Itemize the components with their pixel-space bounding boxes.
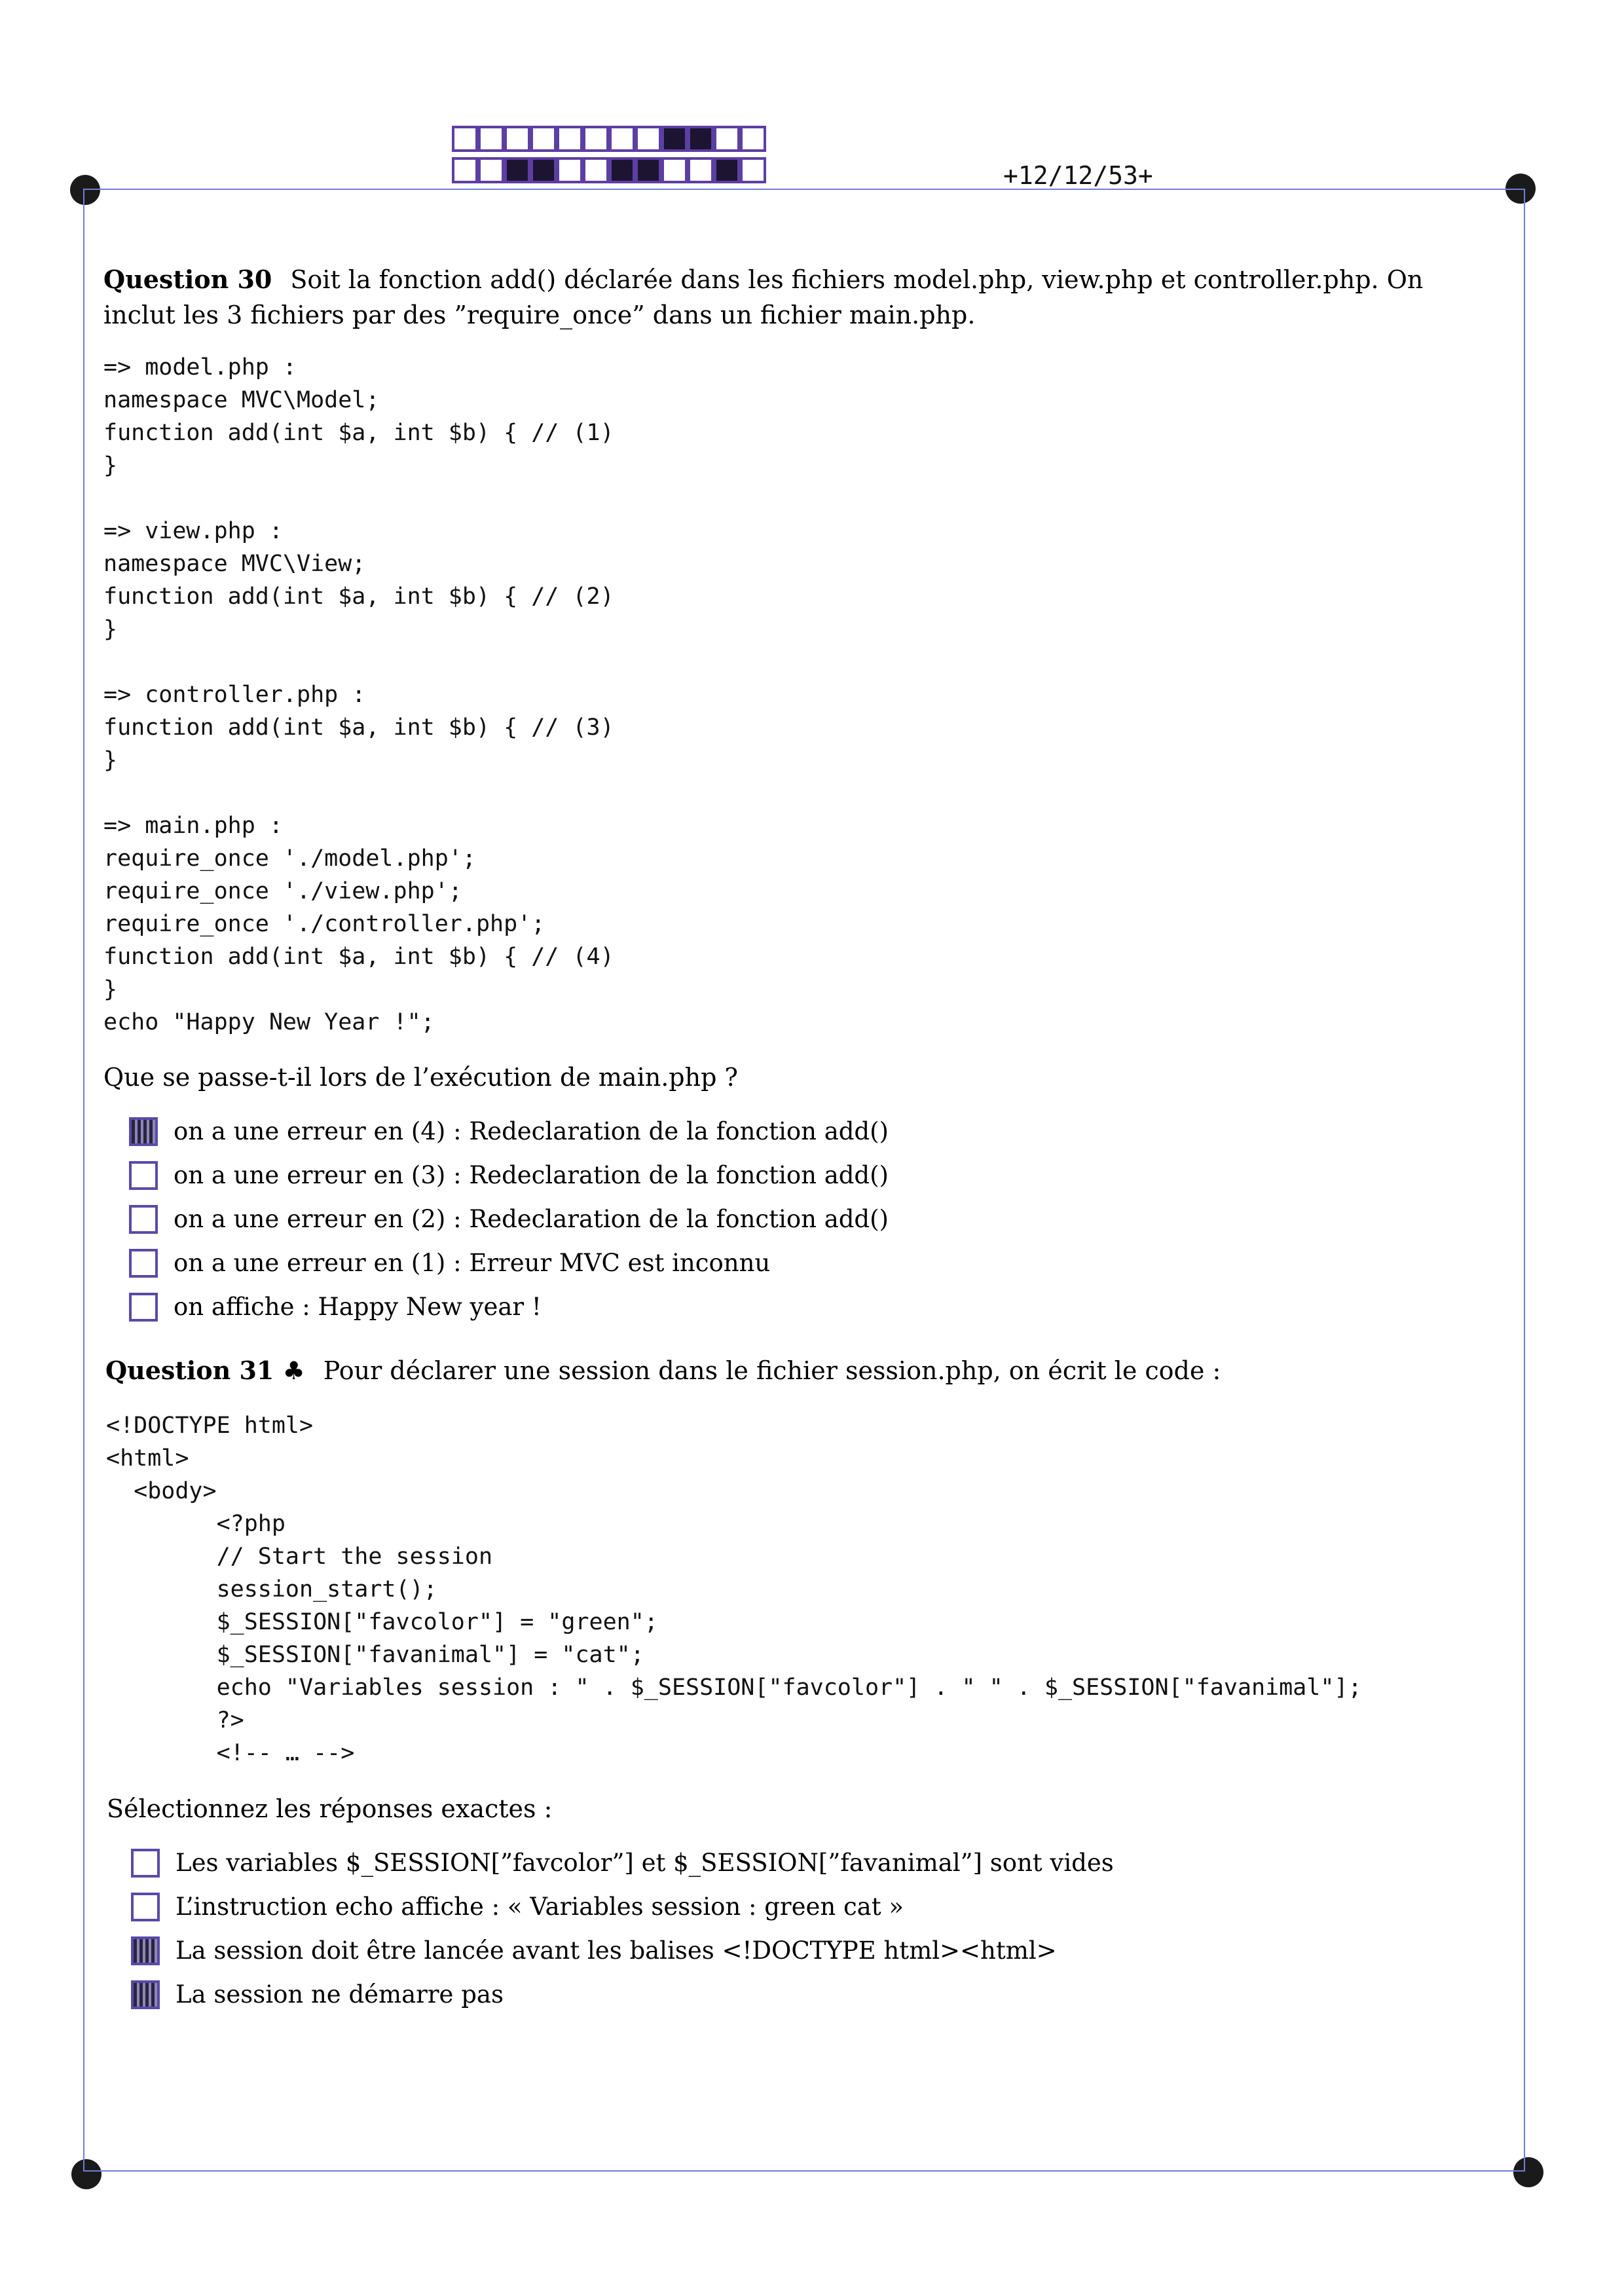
checked-checkbox[interactable] <box>129 1117 158 1146</box>
answer-option[interactable] <box>131 1972 1114 2016</box>
question-30-prompt: Que se passe-t-il lors de l’exécution de main.php ? <box>103 1063 738 1092</box>
answer-label: La session ne démarre pas <box>175 1980 504 2009</box>
barcode-row-1-cell <box>714 126 740 152</box>
barcode-row-1-cell <box>452 126 478 152</box>
answer-label: on a une erreur en (3) : Redeclaration de la fonction add() <box>174 1161 889 1189</box>
answer-label: L’instruction echo affiche : « Variables session : green cat » <box>175 1893 904 1921</box>
page-code: +12/12/53+ <box>1003 161 1153 190</box>
barcode-row-2-cell <box>557 157 583 183</box>
answer-option[interactable] <box>131 1929 1114 1972</box>
club-marker-icon: ♣ <box>282 1356 305 1385</box>
barcode-row-1-cell <box>583 126 609 152</box>
checkbox[interactable] <box>131 1849 160 1878</box>
question-31-title <box>105 1353 1500 1388</box>
answer-option[interactable] <box>129 1285 889 1329</box>
answer-label: on a une erreur en (1) : Erreur MVC est inconnu <box>174 1249 771 1277</box>
barcode-row-2-cell <box>635 157 661 183</box>
barcode-row-2-cell <box>714 157 740 183</box>
answer-option[interactable] <box>131 1841 1114 1885</box>
answer-option[interactable] <box>129 1197 889 1241</box>
barcode-row-2-cell <box>530 157 557 183</box>
barcode-row-1-cell <box>661 126 688 152</box>
barcode-row-2 <box>452 157 766 183</box>
barcode-row-1 <box>452 126 766 152</box>
barcode-row-2-cell <box>583 157 609 183</box>
question-30-code: => model.php : namespace MVC\Model; function add(int $a, int $b) { // (1) } => view.php : namespace MVC\View; function add(int $a, int $b) { // (2) } => controller.php : function add(int $a, int $b) { // (3) } => main.php : require_once './model.php'; require_once './view.php'; require_once './controller.php'; function add(int $a, int $b) { // (4) } echo "Happy New Year !"; <box>103 354 614 1035</box>
barcode-row-1-cell <box>609 126 635 152</box>
barcode-row-1-cell <box>740 126 766 152</box>
answer-label: on a une erreur en (4) : Redeclaration de la fonction add() <box>174 1117 889 1145</box>
question-31-prompt: Sélectionnez les réponses exactes : <box>107 1794 553 1823</box>
question-31-answers <box>131 1841 1114 2016</box>
barcode-row-2-cell <box>504 157 530 183</box>
question-30-title <box>103 262 1498 333</box>
checkbox[interactable] <box>131 1893 160 1921</box>
answer-label: Les variables $_SESSION[”favcolor”] et $_SESSION[”favanimal”] sont vides <box>175 1849 1114 1877</box>
barcode-row-2-cell <box>609 157 635 183</box>
answer-option[interactable] <box>129 1153 889 1197</box>
barcode-row-1-cell <box>504 126 530 152</box>
barcode-row-1-cell <box>688 126 714 152</box>
question-31-code: <!DOCTYPE html> <html> <body> <?php // Start the session session_start(); $_SESSION["favcolor"] = "green"; $_SESSION["favanimal"] = "cat"; echo "Variables session : " . $_SESSION["favcolor"] . " " . $_SESSION["favanimal"]; ?> <!-- … --> <box>106 1413 1362 1766</box>
answer-label: on a une erreur en (2) : Redeclaration de la fonction add() <box>174 1205 889 1233</box>
checked-checkbox[interactable] <box>131 1936 160 1965</box>
barcode-row-2-cell <box>740 157 766 183</box>
barcode-row-1-cell <box>557 126 583 152</box>
checkbox[interactable] <box>129 1249 158 1278</box>
barcode-row-2-cell <box>688 157 714 183</box>
checkbox[interactable] <box>129 1205 158 1234</box>
checkbox[interactable] <box>129 1161 158 1190</box>
barcode-row-1-cell <box>635 126 661 152</box>
question-30-number: Question 30 <box>103 265 272 294</box>
answer-option[interactable] <box>129 1109 889 1153</box>
question-31-text: Pour déclarer une session dans le fichier session.php, on écrit le code : <box>323 1356 1221 1385</box>
barcode-row-1-cell <box>530 126 557 152</box>
answer-option[interactable] <box>131 1885 1114 1929</box>
answer-label: on affiche : Happy New year ! <box>174 1293 542 1321</box>
checkbox[interactable] <box>129 1293 158 1322</box>
barcode-row-2-cell <box>661 157 688 183</box>
barcode-row-1-cell <box>478 126 504 152</box>
question-30-answers <box>129 1109 889 1329</box>
barcode-row-2-cell <box>478 157 504 183</box>
answer-option[interactable] <box>129 1241 889 1285</box>
barcode-row-2-cell <box>452 157 478 183</box>
checked-checkbox[interactable] <box>131 1980 160 2009</box>
question-31-number: Question 31 ♣ <box>105 1356 305 1385</box>
question-30-text: Soit la fonction add() déclarée dans les fichiers model.php, view.php et controller.php. On inclut les 3 fichiers par des ”require_once” dans un fichier main.php. <box>103 265 1424 329</box>
answer-label: La session doit être lancée avant les balises <!DOCTYPE html><html> <box>175 1936 1057 1965</box>
